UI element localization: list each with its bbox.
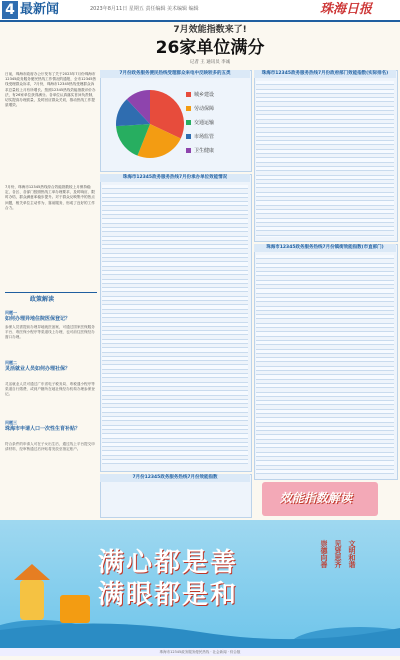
banner-line-1: 满心都是善 [98,548,239,578]
q1-answer: 参保人员需提前办理异地就医备案，可通过国家医保服务平台、粤医保小程序等渠道线上办理，也可前往医保经办窗口办理。 [5,325,95,339]
q3-label: 问题三 [5,420,17,425]
banner-slogan-1: 崇德向善 [320,540,329,568]
ranking-title: 珠海市12345政务服务热线7月份承办单位效能情况 [100,174,250,182]
q2-question: 灵活就业人员如何办理社保？ [5,366,71,372]
q3-answer: 符合条件的申请人可在子女出生后，通过线上平台提交申请材料，经审核通过后补贴将发放至指定账户。 [5,442,95,451]
ranking-table [102,185,248,467]
banner-slogan-3: 文明和谐 [348,540,357,568]
headline-kicker: 7月效能指数来了! [173,25,247,35]
article-body-top: 日前，珠海市政府办公厅发布了关于2023年7月份珠海市12345政务服务便民热线工作情况的通报，全市12345热线受理群众诉求，7月份，珠海市12345热线受理群众诉求总量较上月有所增长。按照12345热线效能指数评价办法，有26家单位获得满分。各单位认真落实首问负责制，切实提高办理质量，及时回应群众关切，推动热线工作提质增效。 [5,72,97,108]
q3-question: 珠海市申请人口一次性生育补贴？ [5,426,81,432]
issue-meta: 2023年8月11日 星期五 责任编辑 美术编辑 编辑 [90,6,199,12]
legend-label: 市场监管 [194,134,215,140]
legend-swatch [186,106,191,111]
section-title: 最新闻 [20,2,60,17]
q2-answer: 灵活就业人员可通过广东省电子税务局、粤税通小程序等渠道自行缴费，或到户籍所在地社保经办机构办理参保登记。 [5,382,95,396]
page-number: 4 [2,1,18,19]
paper-logo: 珠海日报 [320,2,373,17]
q1-question: 如何办理异地住院医保登记？ [5,316,71,322]
legend-label: 劳动保障 [194,106,215,112]
legend-swatch [186,92,191,97]
promo-text: 效能指数解读 [280,491,353,505]
bottom-title: 7月份12345政务服务热线7月份效能指数 [100,474,250,482]
policy-box-title: 政策解读 [30,296,55,303]
table-row [256,236,394,237]
legend-swatch [186,134,191,139]
table1-title: 珠海市12345政务服务热线7月份政府部门效能指数(实际排名) [254,70,396,78]
headline-title: 26家单位满分 [155,38,265,58]
q1-label: 问题一 [5,310,17,315]
legend-swatch [186,120,191,125]
byline: 记者 王 通讯员 李诚 [189,60,231,65]
table-row [102,464,248,467]
footer: 珠海市12345政务服务便民热线 · 社会新闻 · 综合版 [0,648,400,656]
legend-swatch [186,148,191,153]
legend-label: 城乡建设 [194,92,215,98]
chart-title: 7月份政务服务便民热线受理群众来电中反映较多的五类 [100,70,250,78]
table1 [256,81,394,237]
q2-label: 问题二 [5,360,17,365]
banner-line-2: 满眼都是和 [98,580,239,610]
legend-label: 交通运输 [194,120,215,126]
pie-chart [110,82,240,166]
table2-title: 珠海市12345政务服务热线7月份镇街效能指数(市直部门) [254,244,396,252]
table2 [256,255,394,475]
legend-label: 卫生健康 [194,148,215,154]
article-body-mid: 7月份，珠海市12345热线综合效能指数较上月保持稳定，各区、各部门按照热线工单办理要求，及时响应、限时办结，群众满意率稳步提升。对于群众反映集中的热点问题，相关单位主动作为、靠前服务，形成了良好的工作合力。 [5,185,95,210]
banner-slogan-2: 见贤思齐 [334,540,343,568]
table-row [256,474,394,475]
